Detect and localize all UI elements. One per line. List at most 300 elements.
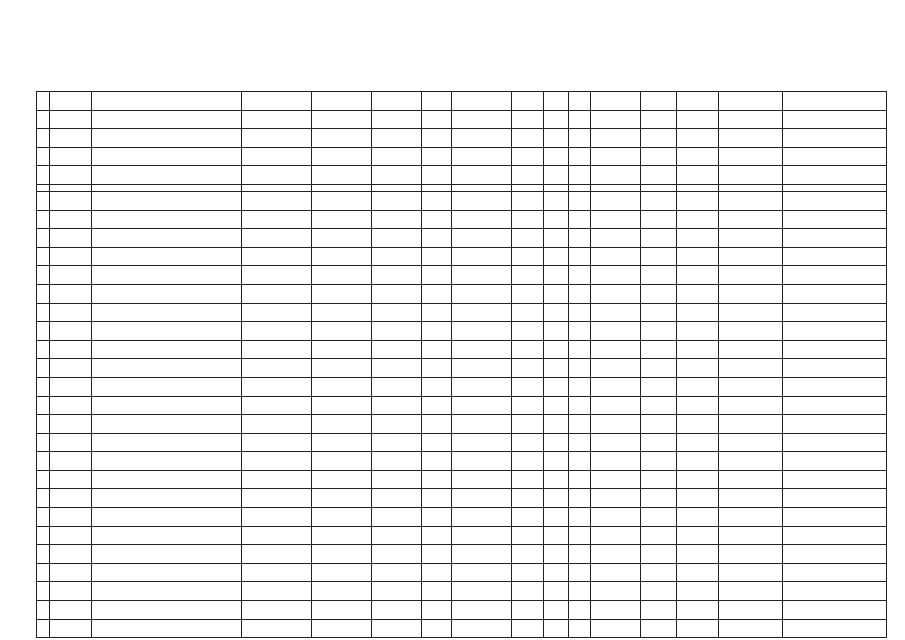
emergency-status-cell [312,147,372,166]
emergency-status-cell [312,489,372,508]
resettled-area-cell [641,266,677,285]
building-type-cell [242,266,312,285]
recognition-date-cell [452,92,512,111]
recognition-date-cell [452,526,512,545]
table-row [37,266,887,285]
area-cell [512,415,544,434]
status-cell [783,110,887,129]
year-cell [422,582,452,601]
city-cell [50,377,92,396]
city-cell [50,563,92,582]
planned-date-cell [591,526,641,545]
row-number [37,377,50,396]
cadastral-number-cell [719,601,783,620]
flag-cell [372,433,422,452]
city-cell [50,526,92,545]
recognition-date-cell [452,470,512,489]
premises-cell [569,563,591,582]
city-cell [50,340,92,359]
year-cell [422,191,452,210]
status-cell [783,322,887,341]
table-row [37,396,887,415]
table-row [37,229,887,248]
premises-cell [569,129,591,148]
planned-date-cell [591,601,641,620]
cost-cell [677,563,719,582]
city-cell [50,545,92,564]
recognition-date-cell [452,545,512,564]
cadastral-number-cell [719,526,783,545]
cadastral-number-cell [719,129,783,148]
resettled-area-cell [641,303,677,322]
cadastral-number-cell [719,489,783,508]
planned-date-cell [591,229,641,248]
residents-cell [544,508,569,527]
year-cell [422,377,452,396]
address-cell [92,359,242,378]
emergency-status-cell [312,129,372,148]
row-number [37,601,50,620]
cadastral-number-cell [719,582,783,601]
row-number [37,191,50,210]
premises-cell [569,340,591,359]
row-number [37,619,50,638]
city-cell [50,582,92,601]
table-row [37,526,887,545]
row-number [37,229,50,248]
premises-cell [569,147,591,166]
year-cell [422,110,452,129]
planned-date-cell [591,92,641,111]
table-row [37,545,887,564]
planned-date-cell [591,210,641,229]
status-cell [783,601,887,620]
year-cell [422,247,452,266]
cadastral-number-cell [719,147,783,166]
cost-cell [677,110,719,129]
recognition-date-cell [452,210,512,229]
planned-date-cell [591,582,641,601]
year-cell [422,396,452,415]
planned-date-cell [591,184,641,191]
resettled-area-cell [641,247,677,266]
address-cell [92,340,242,359]
resettled-area-cell [641,563,677,582]
status-cell [783,452,887,471]
emergency-status-cell [312,601,372,620]
cost-cell [677,526,719,545]
year-cell [422,359,452,378]
area-cell [512,619,544,638]
status-cell [783,184,887,191]
residents-cell [544,489,569,508]
emergency-status-cell [312,508,372,527]
city-cell [50,166,92,185]
year-cell [422,415,452,434]
residents-cell [544,129,569,148]
row-number [37,545,50,564]
city-cell [50,92,92,111]
row-number [37,489,50,508]
resettled-area-cell [641,166,677,185]
flag-cell [372,210,422,229]
emergency-status-cell [312,184,372,191]
flag-cell [372,377,422,396]
resettled-area-cell [641,359,677,378]
area-cell [512,526,544,545]
flag-cell [372,129,422,148]
row-number [37,508,50,527]
cadastral-number-cell [719,166,783,185]
residents-cell [544,92,569,111]
address-cell [92,191,242,210]
city-cell [50,303,92,322]
year-cell [422,433,452,452]
flag-cell [372,526,422,545]
row-number [37,184,50,191]
building-type-cell [242,166,312,185]
housing-register-table [36,91,887,638]
residents-cell [544,210,569,229]
residents-cell [544,582,569,601]
table-row [37,377,887,396]
row-number [37,359,50,378]
year-cell [422,166,452,185]
resettled-area-cell [641,545,677,564]
year-cell [422,147,452,166]
address-cell [92,166,242,185]
year-cell [422,284,452,303]
premises-cell [569,303,591,322]
building-type-cell [242,322,312,341]
recognition-date-cell [452,110,512,129]
building-type-cell [242,110,312,129]
recognition-date-cell [452,166,512,185]
status-cell [783,526,887,545]
building-type-cell [242,284,312,303]
premises-cell [569,247,591,266]
row-number [37,166,50,185]
area-cell [512,184,544,191]
residents-cell [544,266,569,285]
table-row [37,147,887,166]
residents-cell [544,284,569,303]
building-type-cell [242,129,312,148]
planned-date-cell [591,433,641,452]
status-cell [783,303,887,322]
cost-cell [677,601,719,620]
premises-cell [569,229,591,248]
premises-cell [569,322,591,341]
table-row [37,489,887,508]
cost-cell [677,129,719,148]
cadastral-number-cell [719,508,783,527]
resettled-area-cell [641,433,677,452]
table-row [37,191,887,210]
cost-cell [677,545,719,564]
table-row [37,129,887,148]
premises-cell [569,92,591,111]
address-cell [92,210,242,229]
premises-cell [569,545,591,564]
premises-cell [569,184,591,191]
city-cell [50,359,92,378]
area-cell [512,433,544,452]
planned-date-cell [591,508,641,527]
recognition-date-cell [452,303,512,322]
premises-cell [569,415,591,434]
city-cell [50,508,92,527]
table-row [37,508,887,527]
area-cell [512,545,544,564]
address-cell [92,322,242,341]
cadastral-number-cell [719,415,783,434]
resettled-area-cell [641,229,677,248]
row-number [37,210,50,229]
recognition-date-cell [452,508,512,527]
emergency-status-cell [312,452,372,471]
building-type-cell [242,340,312,359]
emergency-status-cell [312,303,372,322]
recognition-date-cell [452,266,512,285]
table-row [37,92,887,111]
residents-cell [544,415,569,434]
cadastral-number-cell [719,470,783,489]
resettled-area-cell [641,601,677,620]
row-number [37,322,50,341]
area-cell [512,563,544,582]
resettled-area-cell [641,110,677,129]
cost-cell [677,415,719,434]
building-type-cell [242,619,312,638]
row-number [37,526,50,545]
row-number [37,129,50,148]
city-cell [50,601,92,620]
address-cell [92,284,242,303]
planned-date-cell [591,247,641,266]
flag-cell [372,147,422,166]
year-cell [422,340,452,359]
flag-cell [372,247,422,266]
recognition-date-cell [452,377,512,396]
status-cell [783,210,887,229]
emergency-status-cell [312,284,372,303]
status-cell [783,129,887,148]
status-cell [783,147,887,166]
residents-cell [544,526,569,545]
flag-cell [372,489,422,508]
flag-cell [372,166,422,185]
area-cell [512,191,544,210]
cadastral-number-cell [719,545,783,564]
table-row [37,433,887,452]
building-type-cell [242,147,312,166]
status-cell [783,396,887,415]
recognition-date-cell [452,452,512,471]
city-cell [50,110,92,129]
address-cell [92,508,242,527]
cost-cell [677,470,719,489]
city-cell [50,247,92,266]
table-row [37,110,887,129]
flag-cell [372,303,422,322]
planned-date-cell [591,545,641,564]
status-cell [783,545,887,564]
residents-cell [544,601,569,620]
resettled-area-cell [641,470,677,489]
planned-date-cell [591,415,641,434]
residents-cell [544,470,569,489]
recognition-date-cell [452,601,512,620]
cost-cell [677,359,719,378]
area-cell [512,359,544,378]
area-cell [512,284,544,303]
status-cell [783,563,887,582]
planned-date-cell [591,191,641,210]
status-cell [783,229,887,248]
cost-cell [677,92,719,111]
emergency-status-cell [312,433,372,452]
cadastral-number-cell [719,619,783,638]
status-cell [783,266,887,285]
year-cell [422,619,452,638]
premises-cell [569,191,591,210]
building-type-cell [242,247,312,266]
cadastral-number-cell [719,266,783,285]
area-cell [512,92,544,111]
recognition-date-cell [452,582,512,601]
cadastral-number-cell [719,92,783,111]
planned-date-cell [591,129,641,148]
status-cell [783,489,887,508]
flag-cell [372,582,422,601]
cadastral-number-cell [719,229,783,248]
residents-cell [544,433,569,452]
area-cell [512,147,544,166]
address-cell [92,147,242,166]
residents-cell [544,452,569,471]
emergency-status-cell [312,470,372,489]
address-cell [92,582,242,601]
status-cell [783,247,887,266]
flag-cell [372,396,422,415]
recognition-date-cell [452,129,512,148]
premises-cell [569,284,591,303]
cadastral-number-cell [719,396,783,415]
area-cell [512,303,544,322]
flag-cell [372,545,422,564]
cadastral-number-cell [719,303,783,322]
cadastral-number-cell [719,452,783,471]
planned-date-cell [591,166,641,185]
status-cell [783,582,887,601]
address-cell [92,377,242,396]
recognition-date-cell [452,229,512,248]
emergency-status-cell [312,322,372,341]
resettled-area-cell [641,452,677,471]
planned-date-cell [591,359,641,378]
year-cell [422,601,452,620]
resettled-area-cell [641,92,677,111]
table-row [37,470,887,489]
area-cell [512,110,544,129]
residents-cell [544,166,569,185]
row-number [37,452,50,471]
status-cell [783,166,887,185]
planned-date-cell [591,377,641,396]
flag-cell [372,415,422,434]
residents-cell [544,247,569,266]
building-type-cell [242,508,312,527]
premises-cell [569,210,591,229]
building-type-cell [242,452,312,471]
year-cell [422,229,452,248]
flag-cell [372,184,422,191]
residents-cell [544,184,569,191]
cadastral-number-cell [719,433,783,452]
row-number [37,92,50,111]
row-number [37,110,50,129]
cost-cell [677,166,719,185]
emergency-status-cell [312,92,372,111]
premises-cell [569,452,591,471]
city-cell [50,452,92,471]
premises-cell [569,166,591,185]
table-row [37,247,887,266]
city-cell [50,147,92,166]
row-number [37,582,50,601]
flag-cell [372,452,422,471]
flag-cell [372,619,422,638]
cost-cell [677,247,719,266]
area-cell [512,210,544,229]
building-type-cell [242,92,312,111]
city-cell [50,433,92,452]
status-cell [783,415,887,434]
residents-cell [544,229,569,248]
building-type-cell [242,545,312,564]
status-cell [783,340,887,359]
address-cell [92,303,242,322]
premises-cell [569,359,591,378]
resettled-area-cell [641,377,677,396]
planned-date-cell [591,619,641,638]
row-number [37,303,50,322]
flag-cell [372,92,422,111]
year-cell [422,489,452,508]
recognition-date-cell [452,396,512,415]
building-type-cell [242,526,312,545]
residents-cell [544,191,569,210]
building-type-cell [242,433,312,452]
recognition-date-cell [452,340,512,359]
planned-date-cell [591,303,641,322]
cadastral-number-cell [719,210,783,229]
table-row [37,210,887,229]
emergency-status-cell [312,526,372,545]
building-type-cell [242,563,312,582]
address-cell [92,545,242,564]
area-cell [512,396,544,415]
address-cell [92,229,242,248]
recognition-date-cell [452,433,512,452]
cadastral-number-cell [719,110,783,129]
premises-cell [569,526,591,545]
emergency-status-cell [312,266,372,285]
flag-cell [372,470,422,489]
row-number [37,396,50,415]
area-cell [512,229,544,248]
